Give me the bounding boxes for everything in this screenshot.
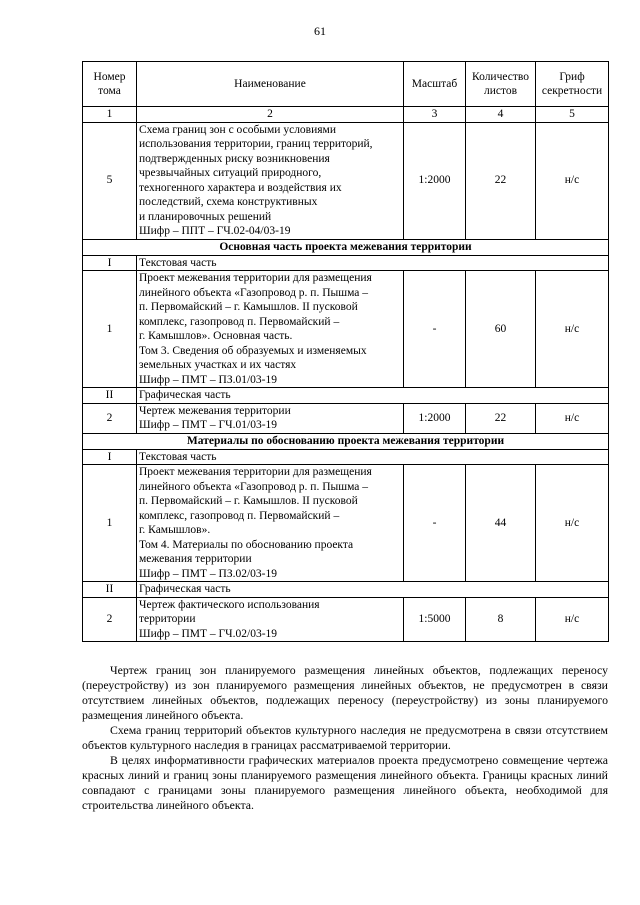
- header-volume-number: Номер тома: [83, 62, 137, 107]
- scale-value: 1:2000: [404, 122, 466, 239]
- subsection-row: [83, 449, 609, 465]
- column-index: 3: [404, 107, 466, 123]
- secrecy-value: н/с: [536, 271, 609, 388]
- sheet-count: 60: [466, 271, 536, 388]
- sheet-count: 8: [466, 597, 536, 642]
- header-secrecy: Гриф секретности: [536, 62, 609, 107]
- secrecy-value: н/с: [536, 403, 609, 433]
- scale-value: 1:2000: [404, 403, 466, 433]
- section-header-row: [83, 239, 609, 255]
- subsection-number: I: [83, 449, 137, 465]
- volume-number: 1: [83, 271, 137, 388]
- volume-number: 2: [83, 597, 137, 642]
- secrecy-value: н/с: [536, 597, 609, 642]
- column-index: 2: [137, 107, 404, 123]
- subsection-number: I: [83, 255, 137, 271]
- sheet-count: 22: [466, 122, 536, 239]
- table-row: [83, 597, 609, 642]
- table-row: [83, 465, 609, 582]
- volume-number: 5: [83, 122, 137, 239]
- body-text: [82, 663, 608, 813]
- section-title: Основная часть проекта межевания территории: [83, 239, 609, 255]
- header-name: Наименование: [137, 62, 404, 107]
- volume-number: 1: [83, 465, 137, 582]
- paragraph: Чертеж границ зон планируемого размещения линейных объектов, подлежащих переносу (переустройству) из зон планируемого размещения линейных объектов, не предусмотрен в связи отсутствием линейных объектов, подлежащих переносу (переустройству) из зоны планируемого размещения линейного объекта.: [82, 663, 608, 722]
- subsection-label: Графическая часть: [137, 582, 609, 598]
- header-sheet-count: Количество листов: [466, 62, 536, 107]
- volume-number: 2: [83, 403, 137, 433]
- sheet-count: 22: [466, 403, 536, 433]
- subsection-number: II: [83, 388, 137, 404]
- table-header-row: [83, 62, 609, 107]
- scale-value: 1:5000: [404, 597, 466, 642]
- sheet-count: 44: [466, 465, 536, 582]
- scale-value: -: [404, 271, 466, 388]
- subsection-label: Графическая часть: [137, 388, 609, 404]
- subsection-label: Текстовая часть: [137, 449, 609, 465]
- document-name: Проект межевания территории для размещения линейного объекта «Газопровод р. п. Пышма – п. Первомайский – г. Камышлов. II пусковой комплекс, газопровод п. Первомайский – г. Камышлов». Основная часть. Том 3. Сведения об образуемых и изменяемых земельных участках и их частях Шифр – ПМТ – ПЗ.01/03-19: [137, 271, 404, 388]
- secrecy-value: н/с: [536, 122, 609, 239]
- column-index-row: [83, 107, 609, 123]
- section-header-row: [83, 433, 609, 449]
- volumes-table: [82, 61, 609, 642]
- page-number: 61: [314, 24, 326, 38]
- secrecy-value: н/с: [536, 465, 609, 582]
- column-index: 5: [536, 107, 609, 123]
- column-index: 1: [83, 107, 137, 123]
- document-name: Чертеж межевания территории Шифр – ПМТ – ГЧ.01/03-19: [137, 403, 404, 433]
- table-row: [83, 122, 609, 239]
- paragraph: Схема границ территорий объектов культурного наследия не предусмотрена в связи отсутствием объектов культурного наследия в границах рассматриваемой территории.: [82, 723, 608, 752]
- section-title: Материалы по обоснованию проекта межевания территории: [83, 433, 609, 449]
- document-name: Схема границ зон с особыми условиями использования территории, границ территорий, подтвержденных риску возникновения чрезвычайных ситуаций природного, техногенного характера и воздействия их последствий, схема конструктивных и планировочных решений Шифр – ППТ – ГЧ.02-04/03-19: [137, 122, 404, 239]
- column-index: 4: [466, 107, 536, 123]
- document-name: Чертеж фактического использования территории Шифр – ПМТ – ГЧ.02/03-19: [137, 597, 404, 642]
- table-row: [83, 403, 609, 433]
- subsection-row: [83, 582, 609, 598]
- subsection-row: [83, 388, 609, 404]
- paragraph: В целях информативности графических материалов проекта предусмотрено совмещение чертежа красных линий и границ зоны планируемого размещения линейного объекта. Границы красных линий совпадают с границами зоны планируемого размещения линейного объекта, необходимой для строительства линейного объекта.: [82, 753, 608, 812]
- table-row: [83, 271, 609, 388]
- subsection-label: Текстовая часть: [137, 255, 609, 271]
- header-scale: Масштаб: [404, 62, 466, 107]
- document-name: Проект межевания территории для размещения линейного объекта «Газопровод р. п. Пышма – п. Первомайский – г. Камышлов. II пусковой комплекс, газопровод п. Первомайский – г. Камышлов». Том 4. Материалы по обоснованию проекта межевания территории Шифр – ПМТ – ПЗ.02/03-19: [137, 465, 404, 582]
- subsection-number: II: [83, 582, 137, 598]
- scale-value: -: [404, 465, 466, 582]
- subsection-row: [83, 255, 609, 271]
